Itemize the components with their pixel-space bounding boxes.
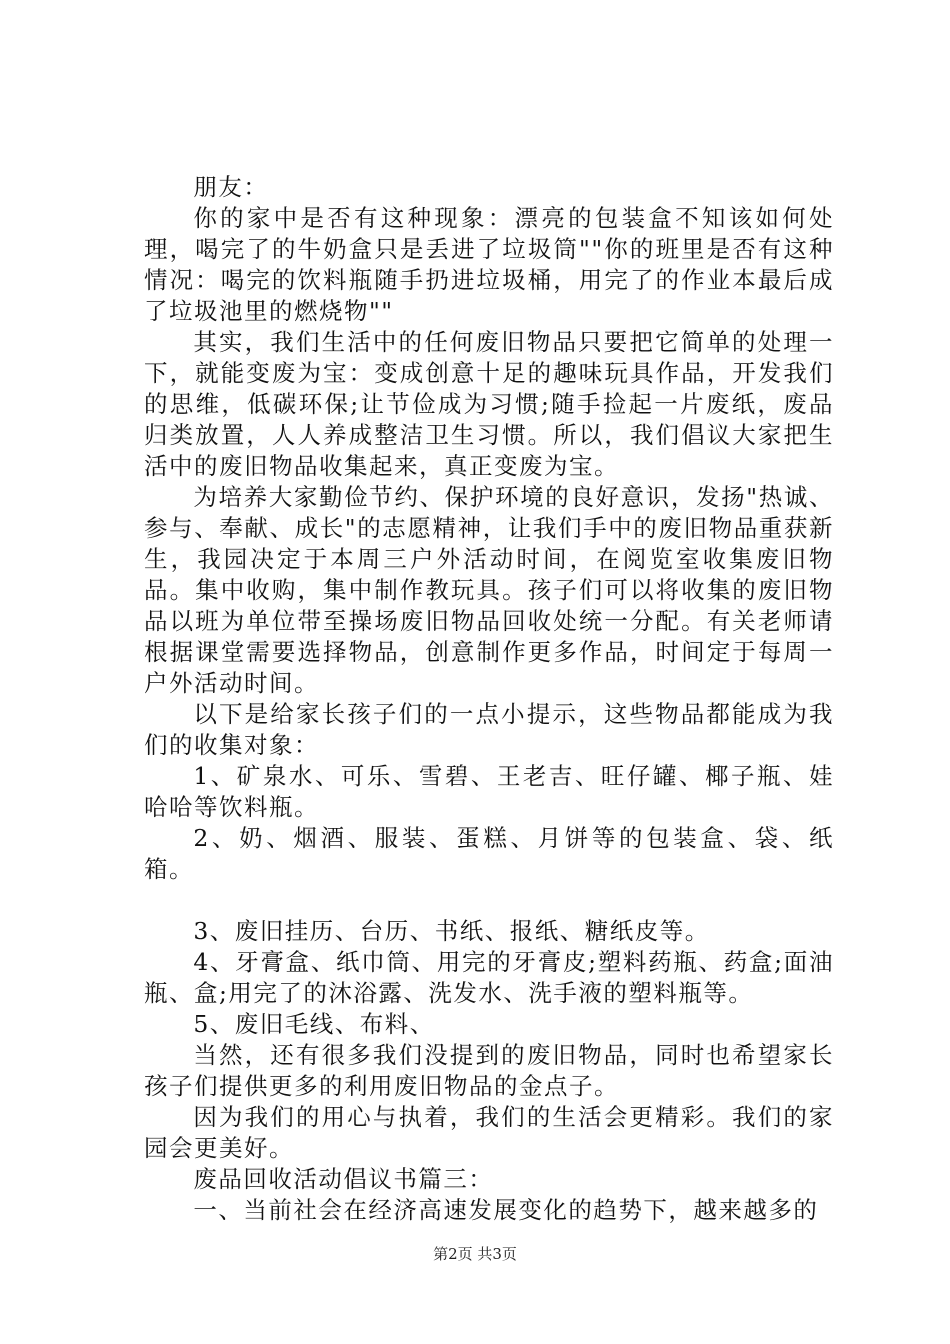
- list-item: 2、奶、烟酒、服装、蛋糕、月饼等的包装盒、袋、纸箱。: [144, 824, 834, 883]
- paragraph: 当然，还有很多我们没提到的废旧物品，同时也希望家长孩子们提供更多的利用废旧物品的金点子。: [144, 1041, 834, 1100]
- paragraph: 你的家中是否有这种现象：漂亮的包装盒不知该如何处理，喝完了的牛奶盒只是丢进了垃圾筒""你的班里是否有这种情况：喝完的饮料瓶随手扔进垃圾桶，用完了的作业本最后成了垃圾池里的燃烧物"": [144, 204, 834, 325]
- paragraph: 为培养大家勤俭节约、保护环境的良好意识，发扬"热诚、参与、奉献、成长"的志愿精神，让我们手中的废旧物品重获新生，我园决定于本周三户外活动时间，在阅览室收集废旧物品。集中收购，集中制作教玩具。孩子们可以将收集的废旧物品以班为单位带至操场废旧物品回收处统一分配。有关老师请根据课堂需要选择物品，创意制作更多作品，时间定于每周一户外活动时间。: [144, 483, 834, 697]
- list-item: 5、废旧毛线、布料、: [193, 1010, 435, 1038]
- paragraph: 因为我们的用心与执着，我们的生活会更精彩。我们的家园会更美好。: [144, 1103, 834, 1162]
- list-item: 3、废旧挂历、台历、书纸、报纸、糖纸皮等。: [193, 917, 710, 945]
- paragraph: 一、当前社会在经济高速发展变化的趋势下，越来越多的: [193, 1196, 819, 1224]
- section-heading: 废品回收活动倡议书篇三：: [193, 1165, 494, 1193]
- list-item: 4、牙膏盒、纸巾筒、用完的牙膏皮;塑料药瓶、药盒;面油瓶、盒;用完了的沐浴露、洗发水、洗手液的塑料瓶等。: [144, 948, 834, 1007]
- list-item: 1、矿泉水、可乐、雪碧、王老吉、旺仔罐、椰子瓶、娃哈哈等饮料瓶。: [144, 762, 834, 821]
- paragraph: 其实，我们生活中的任何废旧物品只要把它简单的处理一下，就能变废为宝：变成创意十足的趣味玩具作品，开发我们的思维，低碳环保;让节俭成为习惯;随手捡起一片废纸，废品归类放置，人人养成整洁卫生习惯。所以，我们倡议大家把生活中的废旧物品收集起来，真正变废为宝。: [144, 328, 834, 480]
- paragraph-greeting: 朋友：: [193, 173, 269, 201]
- document-body: [144, 172, 834, 1226]
- paragraph: 以下是给家长孩子们的一点小提示，这些物品都能成为我们的收集对象：: [144, 700, 834, 759]
- page-number-footer: 第2页 共3页: [433, 1245, 517, 1263]
